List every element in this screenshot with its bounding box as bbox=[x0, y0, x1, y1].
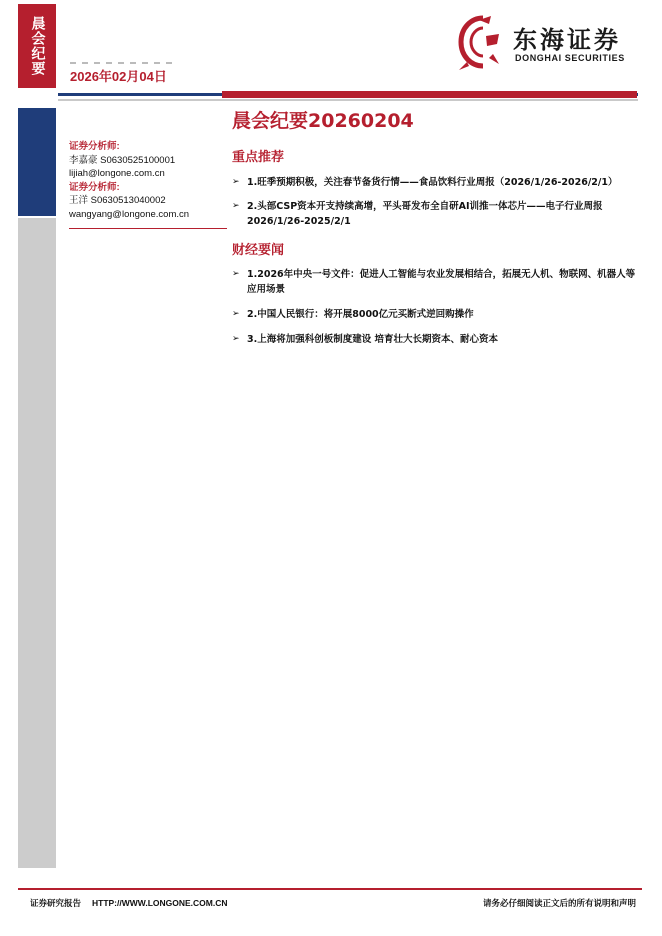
list-item[interactable]: ➢ 3.上海将加强科创板制度建设 培育壮大长期资本、耐心资本 bbox=[232, 334, 499, 345]
list-item[interactable]: ➢ 2.中国人民银行：将开展8000亿元买断式逆回购操作 bbox=[232, 309, 474, 320]
footer-report-label: 证券研究报告 bbox=[30, 899, 82, 909]
arrow-bullet-icon: ➢ bbox=[232, 334, 240, 344]
list-item[interactable]: ➢ 1.2026年中央一号文件：促进人工智能与农业发展相结合，拓展无人机、物联网、机器人等应用场景 bbox=[232, 269, 636, 295]
analyst-email[interactable]: wangyang@longone.com.cn bbox=[69, 208, 190, 220]
analyst-role: 证券分析师: bbox=[69, 181, 120, 193]
analyst-name-cert: 王洋 S0630513040002 bbox=[69, 195, 166, 206]
analyst-role: 证券分析师: bbox=[69, 141, 120, 152]
section-title-recommendations: 重点推荐 bbox=[232, 150, 285, 165]
analyst-email[interactable]: lijiah@longone.com.cn bbox=[69, 168, 165, 179]
header-band-red bbox=[222, 91, 637, 98]
dragon-logo-icon bbox=[453, 14, 505, 72]
company-logo bbox=[453, 14, 643, 74]
footer-divider bbox=[18, 888, 642, 890]
page-title: 晨会纪要20260204 bbox=[232, 110, 414, 132]
footer-website-link[interactable]: HTTP://WWW.LONGONE.COM.CN bbox=[91, 898, 228, 908]
logo-english-name: DONGHAI SECURITIES bbox=[515, 53, 625, 63]
arrow-bullet-icon: ➢ bbox=[232, 201, 240, 211]
faint-divider bbox=[70, 62, 175, 64]
left-column-navy-block bbox=[18, 108, 56, 216]
header-band-gray bbox=[58, 99, 638, 101]
logo-chinese-name: 东海证券 bbox=[513, 26, 621, 54]
arrow-bullet-icon: ➢ bbox=[232, 177, 240, 187]
section-title-financial-news: 财经要闻 bbox=[232, 243, 285, 258]
list-item[interactable]: ➢ 2.头部CSP资本开支持续高增，平头哥发布全自研AI训推一体芯片——电子行业周报2026/1/26-2025/2/1 bbox=[232, 201, 603, 227]
arrow-bullet-icon: ➢ bbox=[232, 309, 240, 319]
analyst-divider bbox=[69, 228, 227, 229]
side-tab-label: 晨会纪要 bbox=[18, 4, 56, 88]
list-item[interactable]: ➢ 1.旺季预期积极，关注春节备货行情——食品饮料行业周报（2026/1/26-2026/2/1） bbox=[232, 177, 618, 188]
analyst-name-cert: 李嘉豪 S0630525100001 bbox=[69, 154, 176, 166]
analyst-info bbox=[69, 140, 229, 221]
arrow-bullet-icon: ➢ bbox=[232, 269, 240, 279]
footer-left bbox=[30, 897, 228, 909]
footer-disclaimer: 请务必仔细阅读正文后的所有说明和声明 bbox=[482, 899, 636, 909]
left-column-gray-block bbox=[18, 218, 56, 868]
report-date: 2026年02月04日 bbox=[70, 69, 167, 84]
